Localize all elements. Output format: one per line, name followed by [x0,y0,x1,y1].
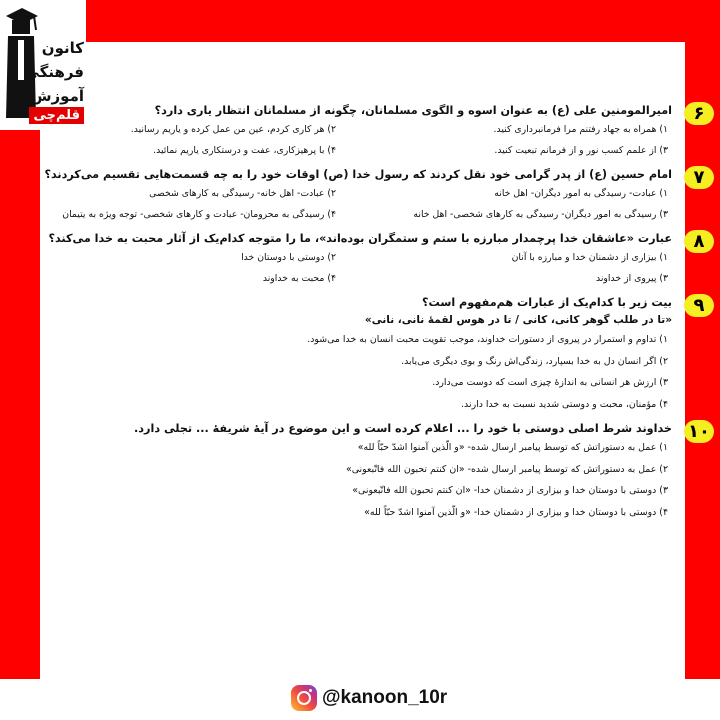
poem-quote: «تا در طلب گوهر کانی، کانی / تا در هوس لقمهٔ نانی، نانی» [364,314,672,326]
answer-option[interactable]: ۱) بیزاری از دشمنان خدا و مبارزه با آنان [511,252,668,263]
answer-option[interactable]: ۲) اگر انسان دل به خدا بسپارد، زندگی‌اش رنگ و بوی دیگری می‌یابد. [401,355,668,367]
question-number-badge: ۶ [684,102,714,125]
answer-option[interactable]: ۱) عبادت- رسیدگی به امور دیگران- اهل خانه [494,188,668,199]
answer-options [12,247,672,289]
question-number-badge: ۹ [684,294,714,317]
answer-option[interactable]: ۴) محبت به خداوند [262,273,336,284]
logo-text-line2: فرهنگی [24,63,84,81]
question-10 [12,421,710,523]
answer-option[interactable]: ۱) تداوم و استمرار در پیروی از دستورات خداوند، موجب تقویت محبت انسان به خدا می‌شود. [307,334,668,345]
logo-text-line3: آموزش [30,87,84,105]
answer-options [12,437,672,523]
answer-option[interactable]: ۱) عمل به دستوراتش که توسط پیامبر ارسال شده- «و الّذین آمنوا اشدّ حبّاً لله» [357,442,668,453]
question-6 [12,103,710,161]
answer-option[interactable]: ۴) با پرهیزکاری، عفت و درستکاری یاریم نمائید. [153,145,336,156]
answer-option[interactable]: ۴) مؤمنان، محبت و دوستی شدید نسبت به خدا دارند. [461,398,668,410]
question-number-badge: ۷ [684,166,714,189]
questions-list [12,103,710,529]
logo-text-line1: کانون [41,39,84,57]
question-text: عبارت «عاشقان خدا پرچمدار مبارزه با ستم و ستمگران بوده‌اند»، ما را متوجه کدام‌یک از آثار محبت به خدا می‌کند؟ [48,232,672,245]
question-text: امیرالمومنین علی (ع) به عنوان اسوه و الگوی مسلمانان، چگونه از مسلمانان انتظار یاری دارد؟ [154,104,672,117]
question-number-badge: ۸ [684,230,714,253]
answer-option[interactable]: ۴) دوستی با دوستان خدا و بیزاری از دشمنان خدا- «و الّذین آمنوا اشدّ حبّاً لله» [364,506,668,518]
answer-option[interactable]: ۳) دوستی با دوستان خدا و بیزاری از دشمنان خدا- «ان کنتم تحبون الله فاتّبعونی» [352,485,668,496]
question-7 [12,167,710,225]
logo-text-line4: قلم‌چی [29,107,84,124]
answer-option[interactable]: ۳) از علمم کسب نور و از فرمانم تبعیت کنید. [494,145,668,156]
question-9 [12,295,710,415]
instagram-icon[interactable] [291,685,317,711]
answer-option[interactable]: ۲) عمل به دستوراتش که توسط پیامبر ارسال شده- «ان کنتم تحبون الله فاتّبعونی» [345,463,668,475]
answer-option[interactable]: ۱) همراه به جهاد رفتنم مرا فرمانبرداری کنید. [493,124,668,135]
question-text: خداوند شرط اصلی دوستی با خود را ... اعلام کرده است و این موضوع در آیهٔ شریفهٔ ... تجلی دارد. [134,422,672,435]
footer-bar [0,679,720,720]
question-8 [12,231,710,289]
question-text: بیت زیر با کدام‌یک از عبارات هم‌مفهوم است؟ [421,296,672,309]
answer-options [12,119,672,161]
answer-option[interactable]: ۳) رسیدگی به امور دیگران- رسیدگی به کارهای شخصی- اهل خانه [413,209,668,220]
instagram-handle[interactable]: @kanoon_10r [322,687,448,708]
answer-option[interactable]: ۲) هر کاری کردم، عین من عمل کرده و یاریم رسانید. [130,124,336,135]
answer-options [12,183,672,225]
question-text: امام حسین (ع) از پدر گرامی خود نقل کردند که رسول خدا (ص) اوقات خود را به چه قسمت‌هایی تقسیم می‌کردند؟ [44,168,672,181]
answer-option[interactable]: ۲) عبادت- اهل خانه- رسیدگی به کارهای شخصی [149,188,336,199]
answer-option[interactable]: ۴) رسیدگی به محرومان- عبادت و کارهای شخصی- توجه ویژه به یتیمان [62,209,336,220]
answer-options [12,329,672,415]
answer-option[interactable]: ۲) دوستی با دوستان خدا [241,252,336,263]
answer-option[interactable]: ۳) پیروی از خداوند [595,273,668,284]
answer-option[interactable]: ۳) ارزش هر انسانی به اندازهٔ چیزی است که دوست می‌دارد. [432,377,668,388]
question-number-badge: ۱۰ [684,420,714,443]
